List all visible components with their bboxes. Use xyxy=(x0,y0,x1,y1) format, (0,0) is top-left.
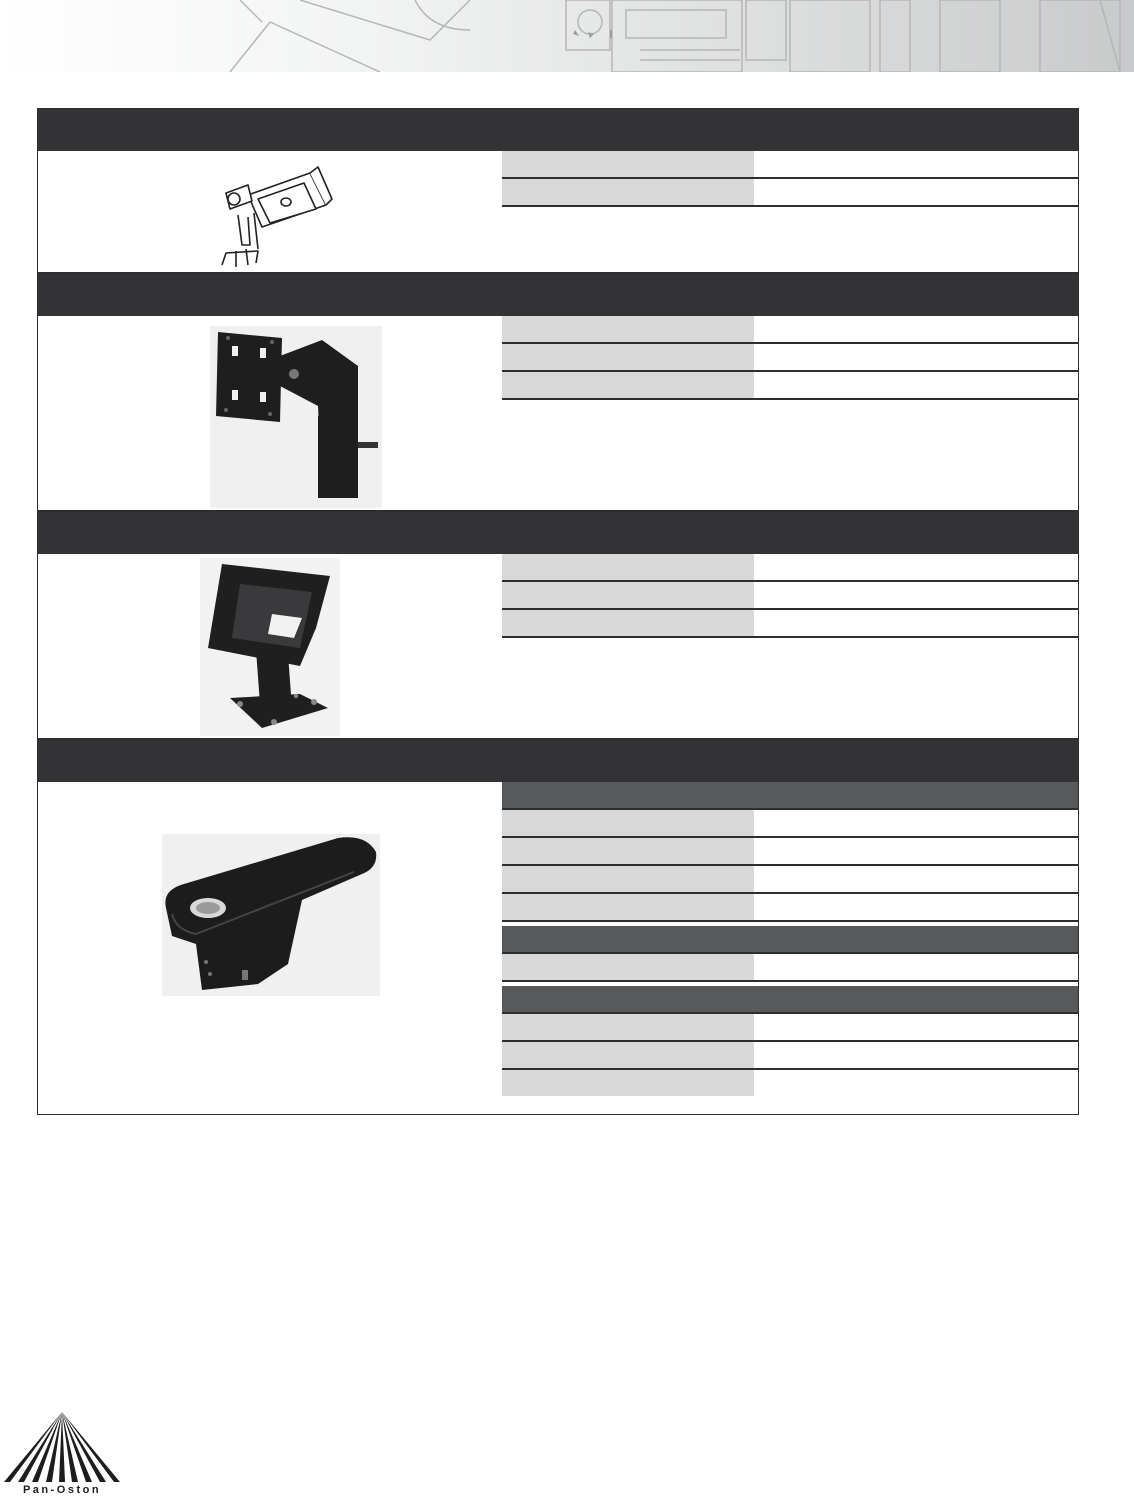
product-section-1 xyxy=(37,108,1079,273)
spec-label xyxy=(502,610,754,636)
spec-table xyxy=(502,316,1078,400)
section-title xyxy=(38,120,50,140)
logo-text: Pan-Oston xyxy=(22,1484,102,1494)
spec-row xyxy=(502,372,1078,400)
spec-row xyxy=(502,610,1078,638)
section-header xyxy=(38,512,1078,554)
spec-row xyxy=(502,582,1078,610)
product-section-3 xyxy=(37,511,1079,739)
spec-label xyxy=(502,179,754,205)
handlebar-clamp-mount-sketch-icon xyxy=(218,155,338,273)
spec-value xyxy=(754,582,1078,608)
spec-row xyxy=(502,866,1078,894)
spec-label xyxy=(502,316,754,342)
header-banner xyxy=(0,0,1134,72)
spec-table xyxy=(502,554,1078,638)
spec-row xyxy=(502,954,1078,982)
spec-row xyxy=(502,151,1078,179)
spec-row xyxy=(502,554,1078,582)
spec-label xyxy=(502,1014,754,1040)
spec-label xyxy=(502,866,754,892)
spec-value xyxy=(754,866,1078,892)
tilt-pedestal-mount-photo-icon xyxy=(200,558,340,736)
spec-row xyxy=(502,316,1078,344)
spec-value xyxy=(754,372,1078,398)
spec-label xyxy=(502,1070,754,1096)
product-section-2 xyxy=(37,273,1079,511)
spec-label xyxy=(502,344,754,370)
spec-row xyxy=(502,810,1078,838)
spec-label xyxy=(502,582,754,608)
spec-row xyxy=(502,838,1078,866)
banner-background-graphic xyxy=(0,0,1134,72)
swing-arm-base-photo-icon xyxy=(162,834,380,996)
spec-value xyxy=(754,151,1078,177)
spec-label xyxy=(502,372,754,398)
spec-value xyxy=(754,610,1078,636)
spec-row xyxy=(502,894,1078,922)
spec-value xyxy=(754,954,1078,980)
spec-label xyxy=(502,151,754,177)
spec-row xyxy=(502,1014,1078,1042)
spec-row xyxy=(502,1042,1078,1070)
pan-oston-logo-icon xyxy=(0,1412,124,1494)
spec-label xyxy=(502,894,754,920)
spec-value xyxy=(754,838,1078,864)
spec-label xyxy=(502,954,754,980)
spec-value xyxy=(754,316,1078,342)
spec-label xyxy=(502,554,754,580)
spec-value xyxy=(754,810,1078,836)
section-header xyxy=(38,740,1078,782)
spec-value xyxy=(754,179,1078,205)
spec-label xyxy=(502,838,754,864)
spec-value xyxy=(754,344,1078,370)
angled-arm-bracket-photo-icon xyxy=(210,326,382,508)
section-title xyxy=(38,523,50,543)
section-title xyxy=(38,751,50,771)
spec-value xyxy=(754,1070,1078,1096)
spec-table xyxy=(502,151,1078,207)
spec-table xyxy=(502,782,1078,1096)
spec-label xyxy=(502,1042,754,1068)
spec-value xyxy=(754,1042,1078,1068)
product-section-4 xyxy=(37,739,1079,1115)
section-header xyxy=(38,109,1078,151)
spec-group-heading xyxy=(502,986,1078,1014)
spec-group-heading xyxy=(502,926,1078,954)
spec-value xyxy=(754,1014,1078,1040)
spec-value xyxy=(754,554,1078,580)
spec-row xyxy=(502,179,1078,207)
spec-row xyxy=(502,344,1078,372)
spec-value xyxy=(754,894,1078,920)
spec-row xyxy=(502,1070,1078,1096)
section-header xyxy=(38,274,1078,316)
spec-label xyxy=(502,810,754,836)
section-title xyxy=(38,285,50,305)
spec-group-heading xyxy=(502,782,1078,810)
